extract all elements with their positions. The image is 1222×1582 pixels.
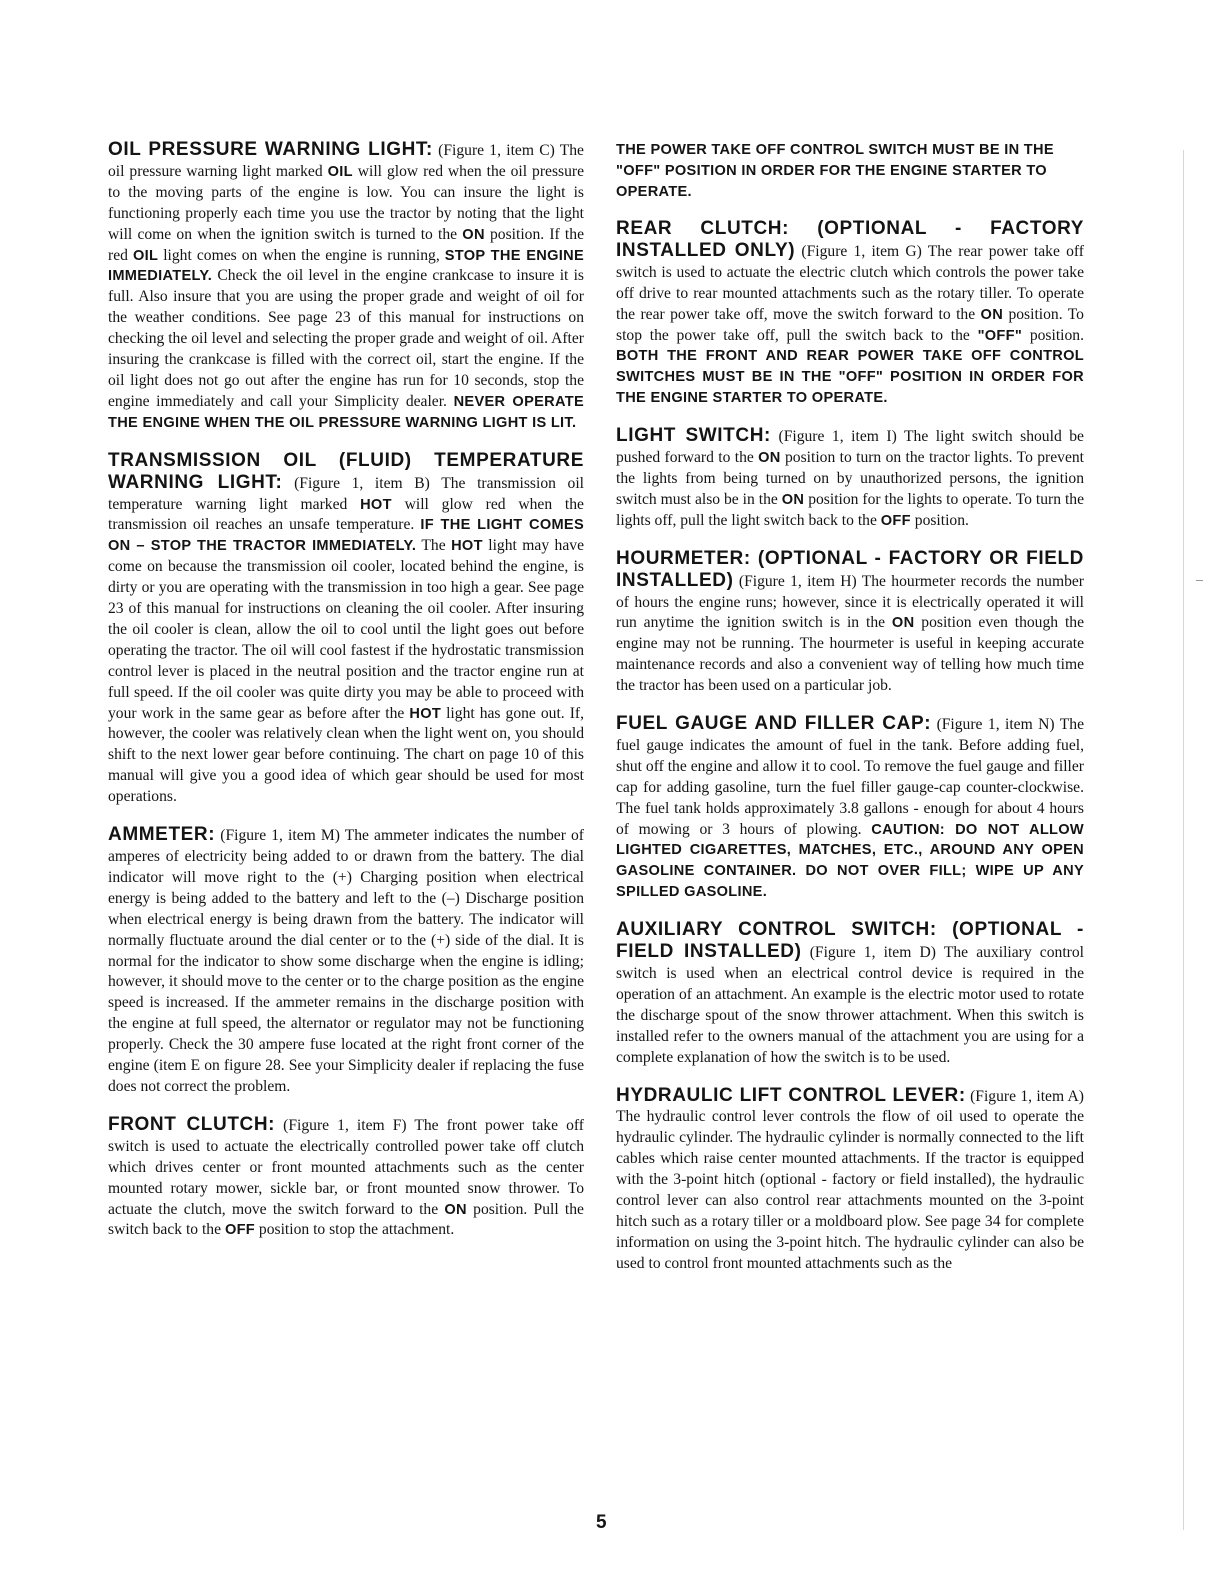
left-column bbox=[108, 140, 584, 1258]
section-heading: FRONT CLUTCH: bbox=[108, 1113, 276, 1135]
section-heading: AUXILIARY CONTROL SWITCH: (OPTIONAL - FIELD INSTALLED) bbox=[616, 919, 1084, 963]
keyword: OIL bbox=[132, 247, 159, 264]
keyword: OIL bbox=[327, 163, 353, 180]
body-text: will glow red when the oil pressure to the moving parts of the engine is low. You can insure the light is functioning properly each time you use the tractor by noting that the light will come on when the ignition switch is turned to the bbox=[108, 162, 584, 243]
keyword: ON bbox=[462, 226, 485, 243]
section-ammeter bbox=[108, 825, 584, 1098]
keyword: ON bbox=[758, 450, 781, 467]
keyword: ON bbox=[980, 306, 1004, 323]
section-heading: REAR CLUTCH: (OPTIONAL - FACTORY INSTALLED ONLY) bbox=[616, 218, 1084, 261]
body-text: position. Pull the switch back to the bbox=[108, 1200, 584, 1239]
pto-warning: THE POWER TAKE OFF CONTROL SWITCH MUST BE IN THE "OFF" POSITION IN ORDER FOR THE ENGINE STARTER TO OPERATE. bbox=[616, 142, 1054, 200]
page-edge-line bbox=[1183, 150, 1184, 1530]
section-hourmeter bbox=[616, 549, 1084, 697]
caution-text: IF THE LIGHT COMES ON – STOP THE TRACTOR IMMEDIATELY. bbox=[108, 517, 584, 555]
body-text: (Figure 1, item D) The auxiliary control switch is used when an electrical control device is required in the operation of an attachment. An example is the electric motor used to rotate the discharge spout of the snow thrower attachment. When this switch is installed refer to the owners manual of the attachment you are using for a complete explanation of how the switch is to be used. bbox=[616, 944, 1084, 1066]
body-text: (Figure 1, item F) The front power take off switch is used to actuate the electrically controlled power take off clutch which drives center or front mounted attachments such as the center mounted rotary mower, sickle bar, or front mounted snow thrower. To actuate the clutch, move the switch forward to the bbox=[108, 1116, 584, 1218]
section-heading: AMMETER: bbox=[108, 824, 216, 846]
section-heading: HYDRAULIC LIFT CONTROL LEVER: bbox=[616, 1084, 966, 1106]
keyword: ON bbox=[891, 615, 915, 632]
caution-text: BOTH THE FRONT AND REAR POWER TAKE OFF CONTROL SWITCHES MUST BE IN THE "OFF" POSITION IN ORDER FOR THE ENGINE STARTER TO OPERATE. bbox=[616, 348, 1084, 407]
body-text: position. To stop the power take off, pull the switch back to the bbox=[616, 305, 1084, 344]
page-edge-mark bbox=[1196, 580, 1203, 581]
caution-text: NEVER OPERATE THE ENGINE WHEN THE OIL PRESSURE WARNING LIGHT IS LIT. bbox=[108, 393, 584, 431]
body-text: position. If the red bbox=[108, 225, 584, 264]
section-rear-clutch bbox=[616, 219, 1084, 409]
body-text: (Figure 1, item G) The rear power take off switch is used to actuate the electric clutch which controls the power take off drive to rear mounted attachments such as the rotary tiller. To operate the rear power take off, move the switch forward to the bbox=[616, 242, 1084, 323]
right-column bbox=[616, 140, 1084, 1292]
section-heading: FUEL GAUGE AND FILLER CAP: bbox=[616, 713, 932, 735]
caution-text: STOP THE ENGINE IMMEDIATELY. bbox=[108, 247, 584, 285]
body-text: position. bbox=[1022, 326, 1084, 344]
keyword: OFF bbox=[224, 1222, 256, 1239]
body-text: light has gone out. If, however, the cooler was relatively clean when the light went on, you should shift to the next lower gear before continuing. The chart on page 10 of this manual will give you a good idea of which gear should be used for most operations. bbox=[108, 704, 584, 806]
body-text: (Figure 1, item C) The oil pressure warning light marked bbox=[108, 142, 584, 180]
keyword: ON bbox=[781, 491, 805, 508]
body-text: (Figure 1, item N) The fuel gauge indicates the amount of fuel in the tank. Before adding fuel, shut off the engine and allow it to cool. To remove the fuel gauge and filler cap for adding gasoline, turn the fuel filler gauge-cap counter-clockwise. The fuel tank holds approximately 3.8 gallons - enough for about 4 hours of mowing or 3 hours of plowing. bbox=[616, 716, 1084, 838]
body-text: light comes on when the engine is running, bbox=[158, 246, 445, 264]
body-text: (Figure 1, item M) The ammeter indicates the number of amperes of electricity being added to or drawn from the battery. The dial indicator will move right to the (+) Charging position when electrical energy is being added to the battery and left to the (–) Discharge position when electrical energy is being drawn from the battery. The indicator will normally fluctuate around the dial center or to the (+) side of the dial. It is normal for the indicator to show some discharge when the engine is idling; however, it should move to the center or to the charge position as the engine speed is increased. If the ammeter remains in the discharge position with the engine at full speed, the alternator or regulator may not be functioning properly. Check the 30 ampere fuse located at the right front corner of the engine (item E on figure 28. See your Simplicity dealer if replacing the fuse does not correct the problem. bbox=[108, 827, 584, 1095]
caution-text: CAUTION: DO NOT ALLOW LIGHTED CIGARETTES, MATCHES, ETC., AROUND ANY OPEN GASOLINE CONTAINER. DO NOT OVER FILL; WIPE UP ANY SPILLED GASOLINE. bbox=[616, 821, 1084, 901]
section-heading: TRANSMISSION OIL (FLUID) TEMPERATURE WARNING LIGHT: bbox=[108, 449, 584, 493]
body-text: light may have come on because the transmission oil cooler, located behind the engine, is dirty or you are operating with the transmission in too high a gear. See page 23 of this manual for instructions on cleaning the oil cooler. After insuring the oil cooler is clean, allow the oil to cool until the light goes out before operating the tractor. The oil will cool fastest if the hydrostatic transmission control lever is placed in the neutral position and the tractor engine run at full speed. If the oil cooler was quite dirty you may be able to proceed with your work in the same gear as before after the bbox=[108, 537, 584, 722]
section-fuel-gauge bbox=[616, 714, 1084, 903]
section-heading: LIGHT SWITCH: bbox=[616, 425, 771, 447]
body-text: (Figure 1, item A) The hydraulic control lever controls the flow of oil used to operate the hydraulic cylinder. The hydraulic cylinder is normally connected to the lift cables which raise center mounted attachments. If the tractor is equipped with the 3-point hitch (optional - factory or field installed), the hydraulic control lever can also control rear attachments mounted on the 3-point hitch such as a rotary tiller or a moldboard plow. See page 34 for complete information on using the 3-point hitch. The hydraulic cylinder can also be used to control front mounted attachments such as the bbox=[616, 1087, 1084, 1272]
body-text: Check the oil level in the engine crankcase to insure it is full. Also insure that you are using the proper grade and weight of oil for the weather conditions. See page 23 of this manual for instructions on checking the oil level and selecting the proper grade and weight of oil. After insuring the crankcase is filled with the correct oil, start the engine. If the oil light does not go out after the engine has run for 10 seconds, stop the engine immediately and call your Simplicity dealer. bbox=[108, 267, 584, 410]
body-text: (Figure 1, item I) The light switch should be pushed forward to the bbox=[616, 428, 1084, 467]
section-transmission-temperature-light bbox=[108, 451, 584, 808]
keyword: "OFF" bbox=[977, 327, 1023, 344]
section-hydraulic-lift-lever bbox=[616, 1086, 1084, 1275]
keyword: OFF bbox=[880, 512, 911, 529]
body-text: (Figure 1, item B) The transmission oil temperature warning light marked bbox=[108, 474, 584, 513]
keyword: HOT bbox=[360, 496, 392, 513]
keyword: ON bbox=[444, 1201, 467, 1218]
section-light-switch bbox=[616, 426, 1084, 532]
body-text: The bbox=[416, 537, 452, 555]
body-text: will glow red when the transmission oil reaches an unsafe temperature. bbox=[108, 495, 584, 534]
body-text: position for the lights to operate. To turn the lights off, pull the light switch back to the bbox=[616, 490, 1084, 529]
body-text: position to stop the attachment. bbox=[255, 1221, 455, 1239]
page-number: 5 bbox=[596, 1512, 607, 1533]
body-text: (Figure 1, item H) The hourmeter records the number of hours the engine runs; however, since it is electrically operated it will run anytime the ignition switch is in the bbox=[616, 572, 1084, 632]
section-heading: OIL PRESSURE WARNING LIGHT: bbox=[108, 139, 433, 160]
section-oil-pressure-warning-light bbox=[108, 140, 584, 434]
body-text: position. bbox=[910, 511, 969, 529]
keyword: HOT bbox=[409, 705, 442, 722]
section-heading: HOURMETER: (OPTIONAL - FACTORY OR FIELD INSTALLED) bbox=[616, 547, 1084, 591]
keyword: HOT bbox=[451, 538, 483, 555]
section-auxiliary-control-switch bbox=[616, 920, 1084, 1068]
body-text: position even though the engine may not be running. The hourmeter is useful in keeping accurate maintenance records and also a convenient way of telling how much time the tractor has been used on a particular job. bbox=[616, 614, 1084, 695]
section-front-clutch bbox=[108, 1115, 584, 1241]
body-text: position to turn on the tractor lights. To prevent the lights from being turned on by unauthorized persons, the ignition switch must also be in the bbox=[616, 449, 1084, 508]
